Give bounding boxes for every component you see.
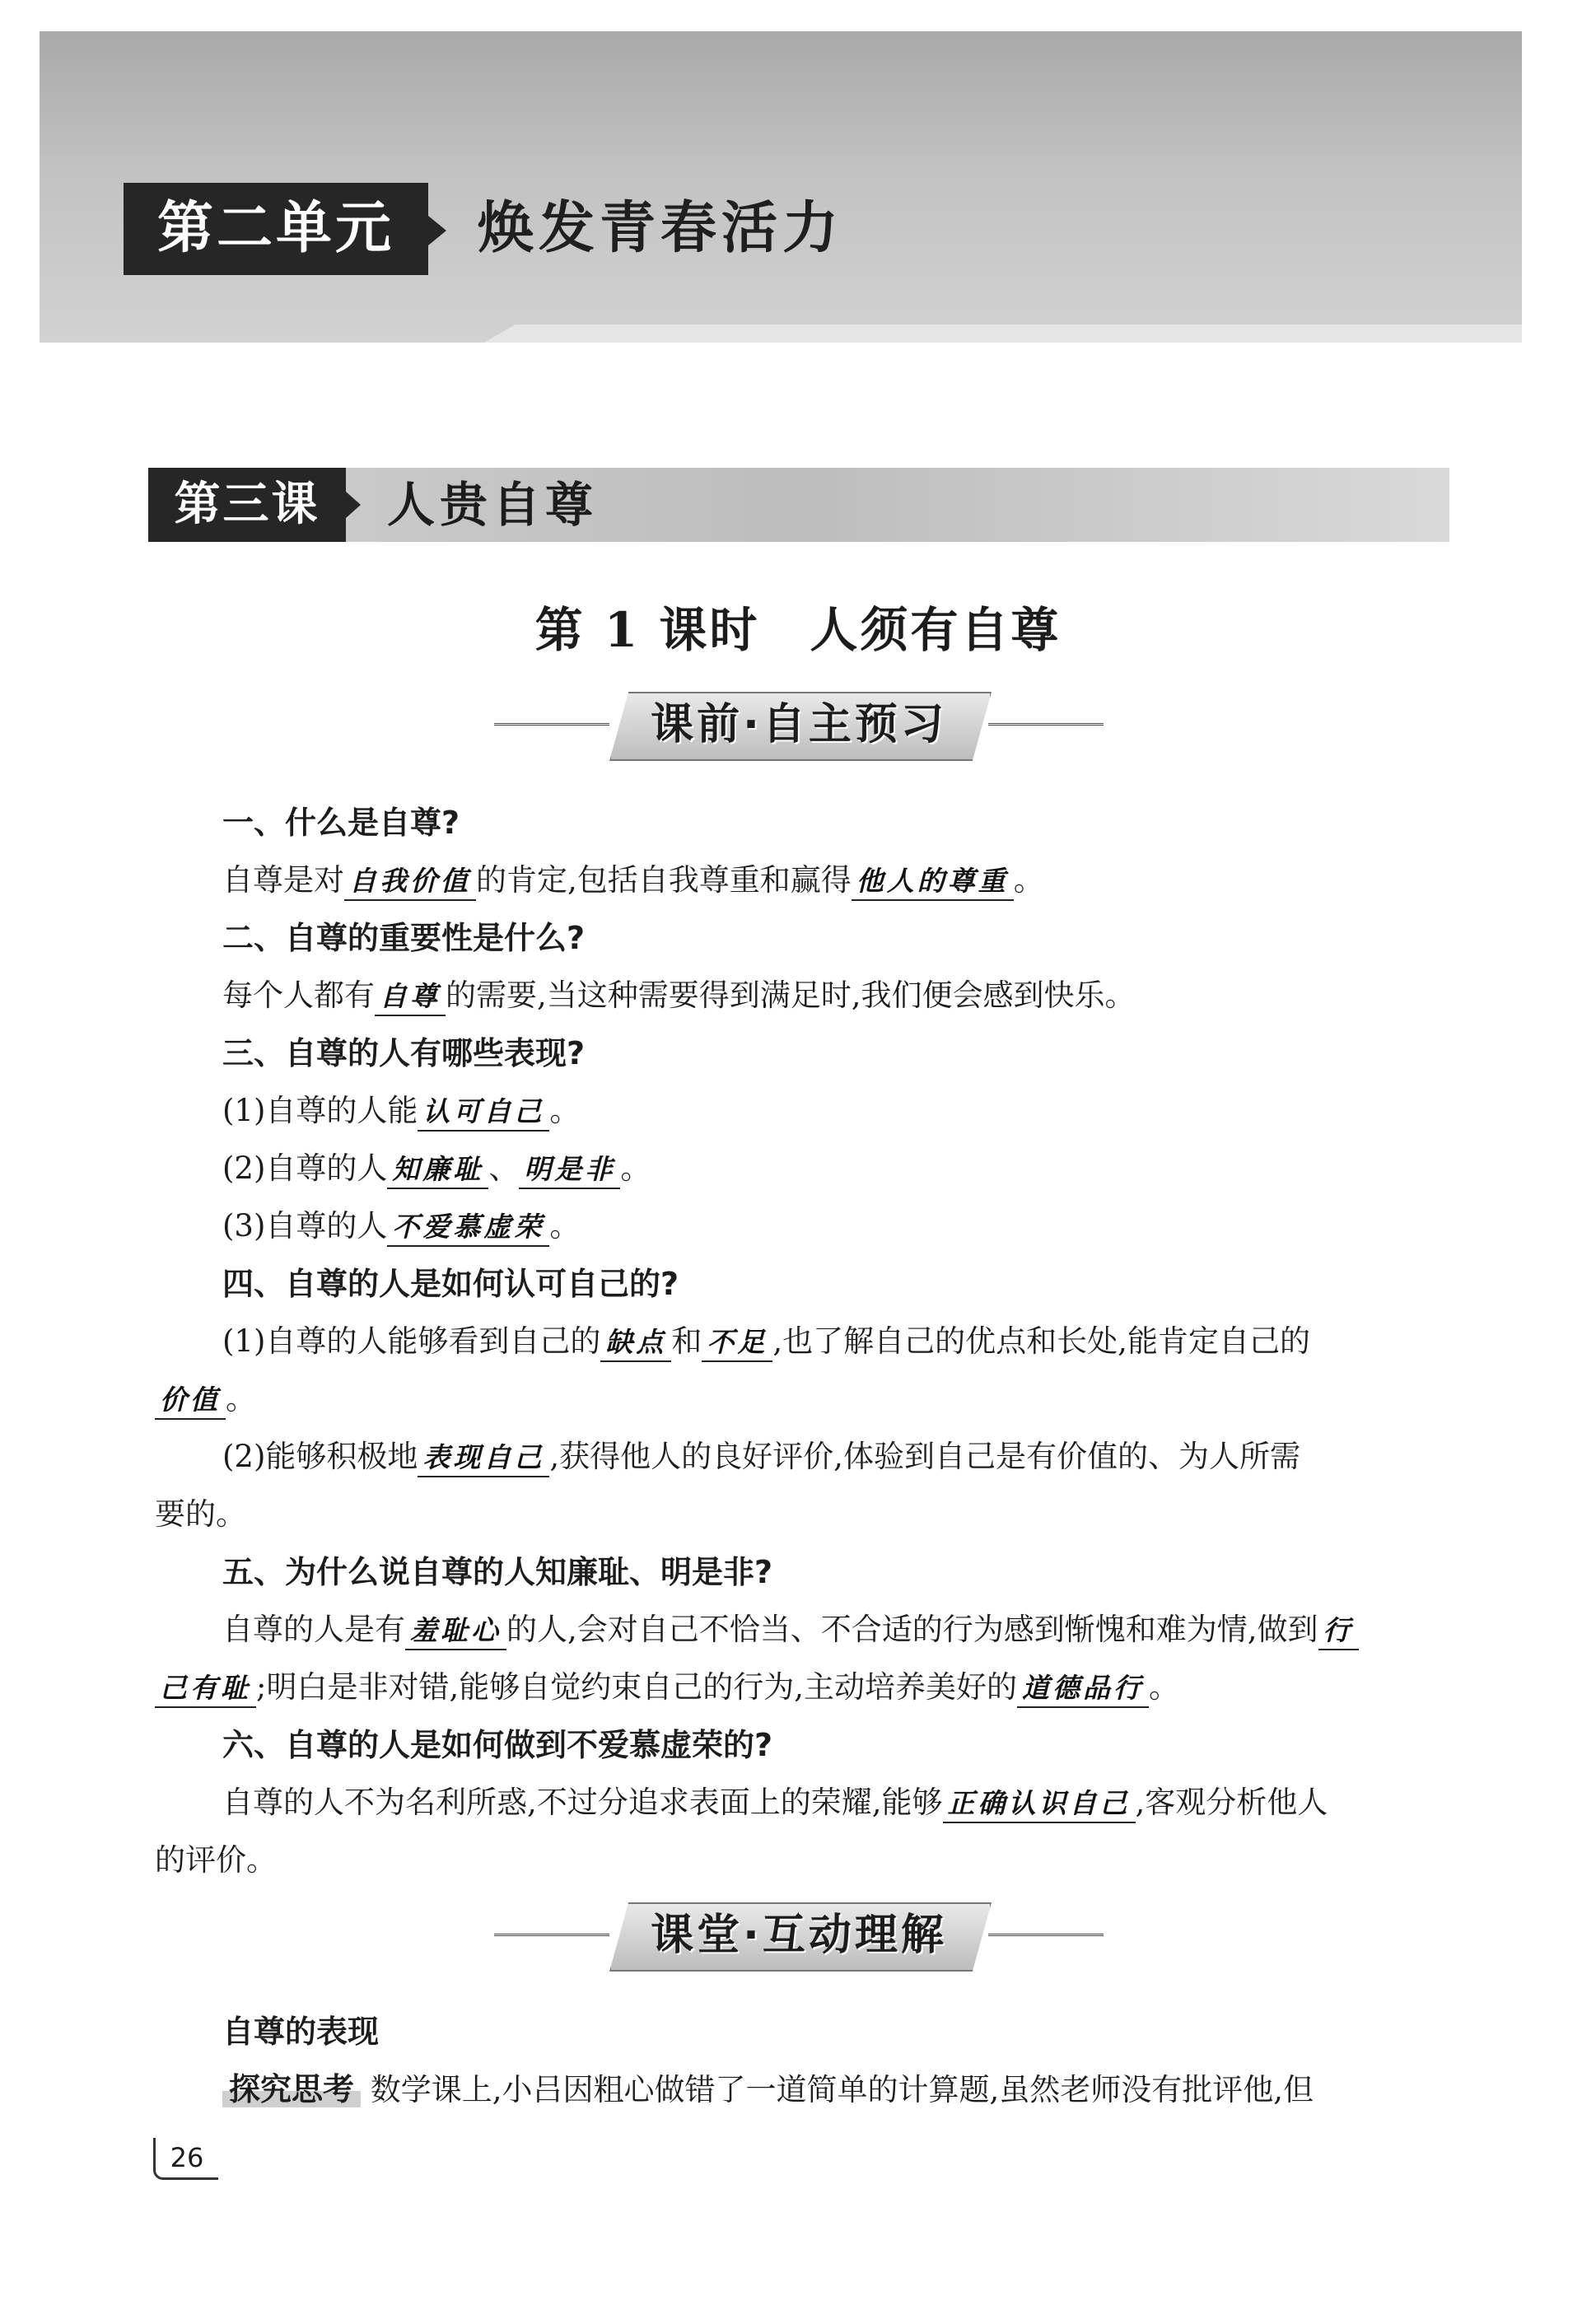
banner-line-left — [494, 723, 609, 726]
answer-blank: 知廉耻 — [387, 1151, 488, 1189]
text: (1)自尊的人能够看到自己的 — [222, 1323, 601, 1359]
answer-blank: 缺点 — [600, 1324, 671, 1362]
text: 自尊的人不为名利所惑,不过分追求表面上的荣耀,能够 — [222, 1785, 943, 1820]
text: 和 — [671, 1323, 702, 1359]
section-title-classroom: 课堂·互动理解 — [651, 1911, 947, 1960]
answer-blank: 表现自己 — [418, 1440, 549, 1477]
answer-blank: 自尊 — [375, 978, 446, 1016]
q1-answer — [155, 852, 1448, 909]
text: 。 — [549, 1208, 581, 1244]
text: ;明白是非对错,能够自觉约束自己的行为,主动培养美好的 — [256, 1669, 1017, 1705]
explore-text: 数学课上,小吕因粗心做错了一道简单的计算题,虽然老师没有批评他,但 — [370, 2072, 1314, 2107]
q5-answer-cont — [155, 1659, 1448, 1716]
text: 。 — [1013, 862, 1044, 898]
text: 的人,会对自己不恰当、不合适的行为感到惭愧和难为情,做到 — [506, 1612, 1318, 1647]
lesson-title: 人贵自尊 — [387, 477, 599, 533]
q6-answer-cont: 的评价。 — [155, 1842, 277, 1878]
answer-blank: 道德品行 — [1017, 1670, 1149, 1708]
answer-blank: 己有耻 — [155, 1670, 256, 1708]
classroom-content — [155, 2003, 1448, 2119]
text: (3)自尊的人 — [222, 1208, 388, 1244]
q5-answer — [155, 1601, 1448, 1659]
page-number: 26 — [153, 2138, 218, 2180]
text: ,获得他人的良好评价,体验到自己是有价值的、为人所需 — [549, 1439, 1300, 1474]
q3-item-3 — [155, 1197, 1448, 1255]
answer-blank: 他人的尊重 — [852, 863, 1014, 901]
banner-line-right — [988, 723, 1104, 726]
explore-label: 探究思考 — [222, 2071, 361, 2107]
q3-title: 三、自尊的人有哪些表现? — [222, 1035, 586, 1071]
answer-blank: 认可自己 — [418, 1094, 549, 1132]
q4-item-2-cont: 要的。 — [155, 1496, 246, 1532]
section-banner-classroom — [494, 1902, 1104, 1968]
q2-answer — [155, 967, 1448, 1024]
text: 每个人都有 — [222, 978, 375, 1013]
q6-title: 六、自尊的人是如何做到不爱慕虚荣的? — [222, 1727, 773, 1763]
answer-blank: 价值 — [155, 1382, 226, 1420]
banner-corner — [484, 324, 1522, 343]
section-title-preview: 课前·自主预习 — [651, 700, 947, 749]
q3-item-2 — [155, 1140, 1448, 1197]
text: 。 — [226, 1381, 256, 1416]
text: 自尊的人是有 — [222, 1612, 405, 1647]
q4-item-2 — [155, 1428, 1448, 1486]
text: 的需要,当这种需要得到满足时,我们便会感到快乐。 — [446, 978, 1136, 1013]
q2-title: 二、自尊的重要性是什么? — [222, 920, 586, 956]
banner-line-right — [988, 1934, 1104, 1936]
text: (1)自尊的人能 — [222, 1093, 418, 1128]
section-banner-preview — [494, 692, 1104, 758]
classroom-topic: 自尊的表现 — [222, 2014, 380, 2050]
answer-blank: 自我价值 — [344, 863, 476, 901]
period-title: 第 1 课时 人须有自尊 — [534, 602, 1062, 658]
text: ,也了解自己的优点和长处,能肯定自己的 — [772, 1323, 1310, 1359]
text: ,客观分析他人 — [1135, 1785, 1328, 1820]
text: (2)能够积极地 — [222, 1439, 418, 1474]
text: (2)自尊的人 — [222, 1150, 388, 1186]
answer-blank: 明是非 — [519, 1151, 620, 1189]
q5-title: 五、为什么说自尊的人知廉耻、明是非? — [222, 1554, 773, 1590]
q1-title: 一、什么是自尊? — [222, 805, 460, 841]
explore-paragraph — [155, 2060, 1448, 2119]
text: 自尊是对 — [222, 862, 344, 898]
lesson-tag: 第三课 — [148, 468, 346, 542]
unit-tag: 第二单元 — [124, 183, 428, 275]
answer-blank: 羞耻心 — [405, 1612, 506, 1650]
text: 的肯定,包括自我尊重和赢得 — [476, 862, 852, 898]
preview-content — [155, 794, 1448, 1889]
q4-title: 四、自尊的人是如何认可自己的? — [222, 1266, 679, 1302]
lesson-arrow-icon — [346, 492, 361, 518]
unit-arrow-icon — [428, 216, 446, 245]
text: 。 — [549, 1093, 581, 1128]
answer-blank: 行 — [1318, 1612, 1359, 1650]
text: 。 — [1149, 1669, 1179, 1705]
answer-blank: 不足 — [702, 1324, 772, 1362]
unit-title: 焕发青春活力 — [478, 196, 844, 261]
q4-item-1 — [155, 1313, 1448, 1370]
banner-line-left — [494, 1934, 609, 1936]
q4-item-1-cont — [155, 1370, 1448, 1428]
answer-blank: 不爱慕虚荣 — [387, 1209, 549, 1247]
q6-answer — [155, 1774, 1448, 1832]
q3-item-1 — [155, 1082, 1448, 1140]
text: 。 — [620, 1150, 651, 1186]
text: 、 — [488, 1150, 520, 1186]
answer-blank: 正确认识自己 — [943, 1785, 1136, 1823]
